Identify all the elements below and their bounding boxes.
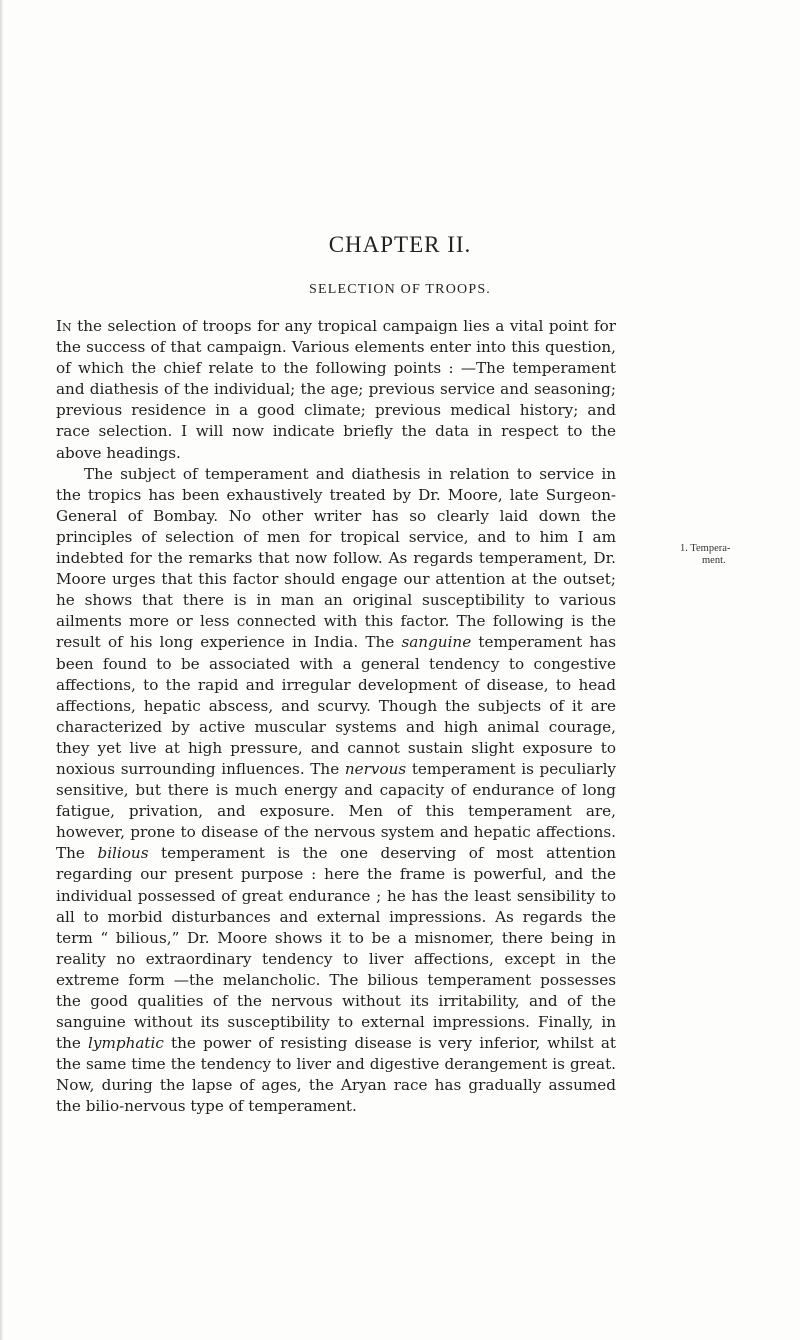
paragraph-2-part-e: the power of resisting disease is very inferior, whilst at the same time the tendency to liver and digestive derangement is great. Now, during the lapse of ages, the Aryan race has gradually assumed the bilio-nervous type of temperament.	[56, 1034, 617, 1116]
body-text	[56, 316, 616, 1118]
paragraph-2-part-c: temperament is peculiarly sensitive, but there is much energy and capacity of endurance of long fatigue, privation, and exposure. Men of this temperament are, however, prone to disease of the nervous system and hepatic affections. The	[56, 759, 617, 863]
paragraph-2-part-a: The subject of temperament and diathesis in relation to service in the tropics has been exhaustively treated by Dr. Moore, late Surgeon-General of Bombay. No other writer has so clearly laid down the principles of selection of men for tropical service, and to him I am indebted for the remarks that now follow. As regards temperament, Dr. Moore urges that this factor should engage our attention at the outset; he shows that there is in man an original susceptibility to various ailments more or less connected with this factor. The following is the result of his long experience in India. The	[56, 464, 616, 652]
term-sanguine: sanguine	[401, 633, 472, 652]
margin-note	[680, 543, 790, 567]
margin-note-line-2: ment.	[702, 555, 726, 566]
term-nervous: nervous	[344, 759, 407, 778]
paragraph-2-part-d: temperament is the one deserving of most attention regarding our present purpose : here the frame is powerful, and the individual possessed of great endurance ; he has the least sensibility to all to morbid disturbances and external impressions. As regards the term “ bilious,” Dr. Moore shows it to be a misnomer, there being in reality no extraordinary tendency to liver affections, except in the extreme form —the melancholic. The bilious temperament possesses the good qualities of the nervous without its irritability, and of the sanguine without its susceptibility to external impressions. Finally, in the	[56, 844, 616, 1053]
section-title: SELECTION OF TROOPS.	[308, 282, 492, 297]
paragraph-1	[56, 316, 616, 464]
paragraph-1-lead: In	[56, 317, 72, 335]
margin-note-line-1: 1. Tempera-	[680, 543, 731, 554]
term-bilious: bilious	[97, 844, 149, 863]
paragraph-2-part-b: temperament has been found to be associated with a general tendency to congestive affections, to the rapid and irregular development of disease, to head affections, hepatic abscess, and scurvy. Though the subjects of it are characterized by active muscular systems and high animal courage, they yet live at high pressure, and cannot sustain slight exposure to noxious surrounding influences. The	[56, 633, 617, 778]
paragraph-1-text: the selection of troops for any tropical campaign lies a vital point for the success of that campaign. Various elements enter into this question, of which the chief relate to the following points : —The temperament and diathesis of the individual; the age; previous service and seasoning; previous residence in a good climate; previous medical history; and race selection. I will now indicate briefly the data in respect to the above headings.	[56, 317, 616, 462]
paragraph-2	[56, 464, 616, 1118]
term-lymphatic: lymphatic	[88, 1034, 164, 1053]
page-edge-shadow	[0, 0, 3, 1340]
chapter-title: CHAPTER II.	[328, 232, 472, 257]
